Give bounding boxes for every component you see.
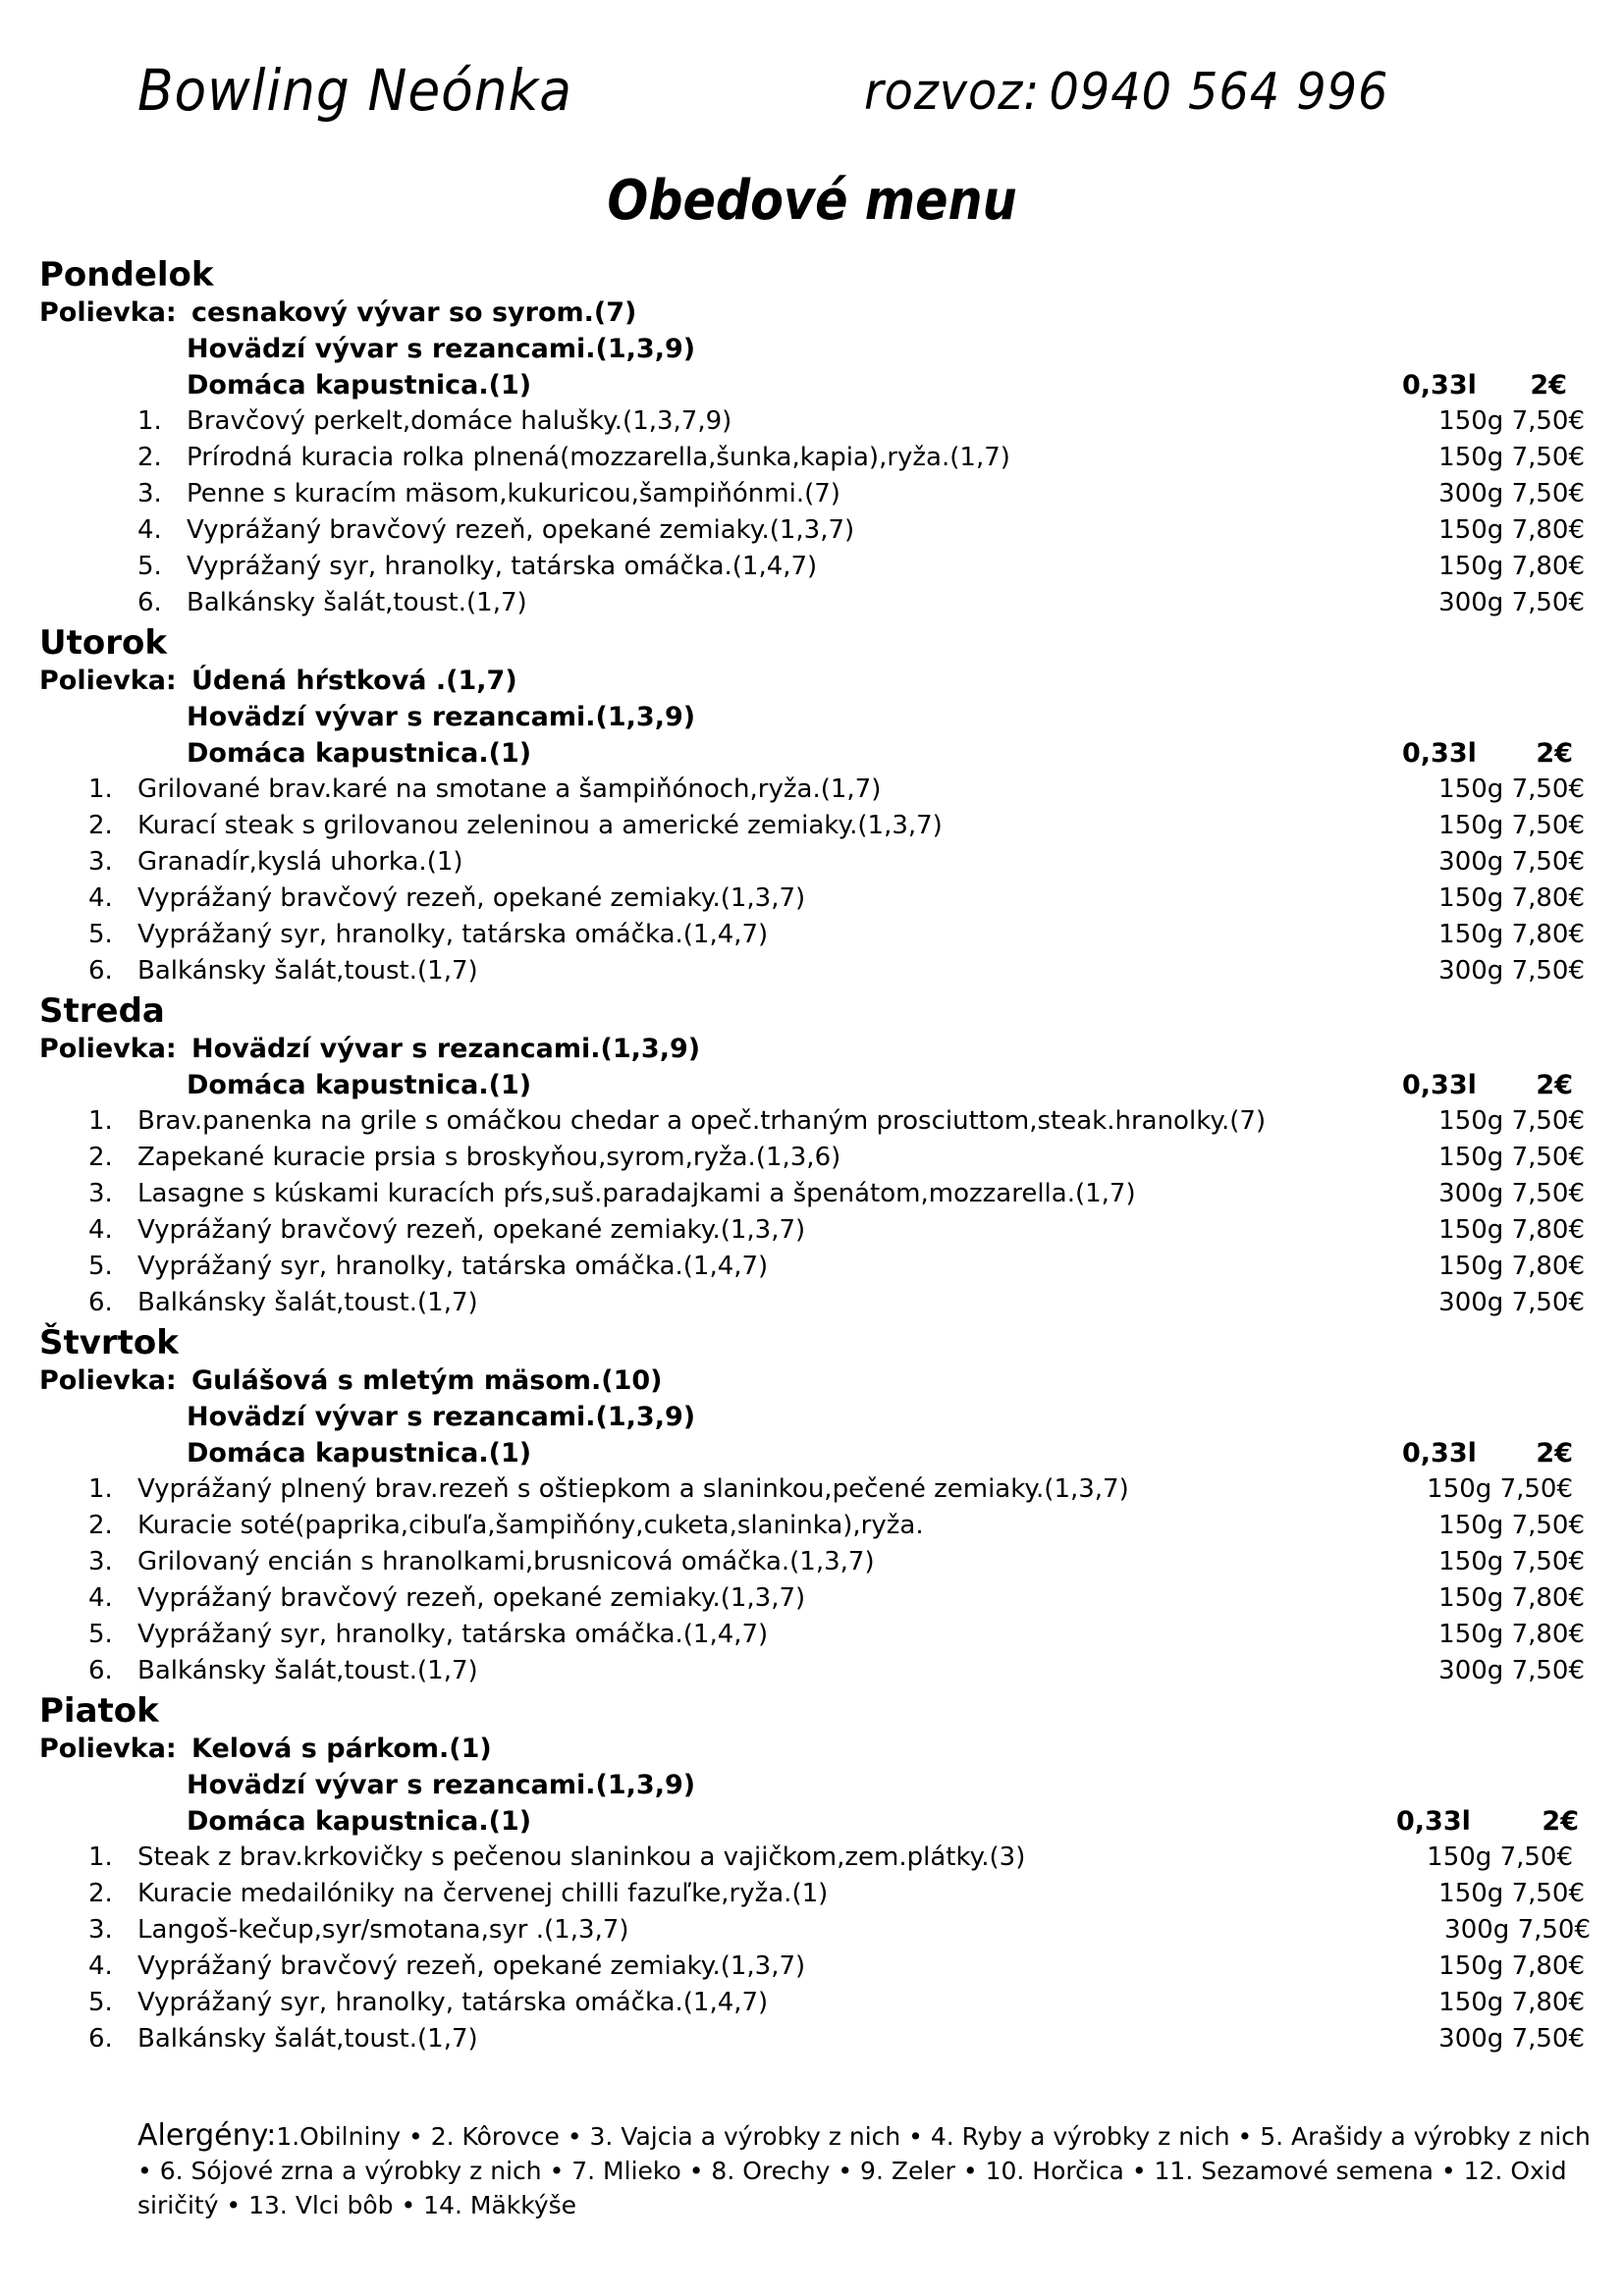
dish-number: 6. [137,588,162,617]
dish-name: Vyprážaný bravčový rezeň, opekané zemiaky.(1,3,7) [187,515,855,545]
dish-number: 5. [88,920,113,949]
dish-number: 4. [137,515,162,545]
allergen-label: Alergény: [137,2118,277,2153]
dish-row [0,1840,1624,1876]
dish-number: 6. [88,956,113,986]
dish-name: Vyprážaný bravčový rezeň, opekané zemiaky.(1,3,7) [137,1215,806,1245]
dish-name: Zapekané kuracie prsia s broskyňou,syrom,ryža.(1,3,6) [137,1143,841,1172]
day-friday [0,1689,1624,2057]
day-heading: Pondelok [39,255,214,294]
soup-row [0,1435,1624,1471]
dish-weight-price: 150g 7,50€ [1438,1547,1585,1576]
day-thursday [0,1321,1624,1689]
dish-name: Grilované brav.karé na smotane a šampiňónoch,ryža.(1,7) [137,774,882,804]
dish-row [0,1985,1624,2021]
dish-number: 2. [88,1143,113,1172]
dish-row [0,808,1624,844]
dish-name: Prírodná kuracia rolka plnená(mozzarella,šunka,kapia),ryža.(1,7) [187,443,1010,472]
dish-weight-price: 150g 7,80€ [1438,883,1585,913]
soup-item: Hovädzí vývar s rezancami.(1,3,9) [187,702,696,732]
dish-row [0,881,1624,917]
soup-price: 2€ [1536,1070,1573,1100]
dish-row [0,1949,1624,1985]
soup-row [0,331,1624,367]
dish-name: Balkánsky šalát,toust.(1,7) [137,1656,478,1685]
dish-number: 2. [88,811,113,840]
dish-number: 6. [88,2024,113,2054]
soup-row [0,367,1624,403]
soup-label: Polievka: [39,1734,177,1764]
dish-row [0,1544,1624,1580]
soup-label: Polievka: [39,1365,177,1396]
dish-weight-price: 150g 7,80€ [1438,1988,1585,2017]
soup-item: Hovädzí vývar s rezancami.(1,3,9) [187,1402,696,1432]
dish-number: 4. [88,1215,113,1245]
page-title: Obedové menu [607,169,1017,233]
dish-name: Penne s kuracím mäsom,kukuricou,šampiňónmi.(7) [187,479,840,508]
dish-weight-price: 150g 7,80€ [1438,1583,1585,1613]
dish-name: Vyprážaný syr, hranolky, tatárska omáčka.(1,4,7) [187,552,818,581]
dish-number: 1. [88,1106,113,1136]
dish-row [0,1912,1624,1949]
dish-number: 2. [88,1879,113,1908]
soup-item: Kelová s párkom.(1) [191,1734,492,1764]
soup-label: Polievka: [39,297,177,328]
soup-row [0,1803,1624,1840]
dish-number: 3. [88,847,113,877]
dish-number: 4. [88,1951,113,1981]
soup-row [0,1067,1624,1103]
dish-number: 4. [88,1583,113,1613]
soup-volume: 0,33l [1402,370,1477,400]
dish-number: 1. [137,406,162,436]
dish-row [0,512,1624,549]
dish-number: 2. [137,443,162,472]
dish-name: Balkánsky šalát,toust.(1,7) [137,2024,478,2054]
soup-volume: 0,33l [1396,1806,1471,1837]
dish-weight-price: 150g 7,50€ [1438,811,1585,840]
soup-item: Hovädzí vývar s rezancami.(1,3,9) [191,1034,701,1064]
dish-weight-price: 150g 7,80€ [1438,1215,1585,1245]
dish-name: Langoš-kečup,syr/smotana,syr .(1,3,7) [137,1915,629,1945]
dish-number: 3. [88,1915,113,1945]
soup-price: 2€ [1536,738,1573,769]
dish-row [0,1176,1624,1212]
dish-row [0,1103,1624,1140]
dish-row [0,1212,1624,1249]
dish-row [0,1249,1624,1285]
dish-number: 2. [88,1511,113,1540]
soup-volume: 0,33l [1402,738,1477,769]
delivery-info [864,63,1388,122]
dish-row [0,440,1624,476]
soup-item: Gulášová s mletým mäsom.(10) [191,1365,663,1396]
dish-weight-price: 300g 7,50€ [1438,956,1585,986]
dish-row [0,917,1624,953]
soup-label: Polievka: [39,666,177,696]
dish-row [0,476,1624,512]
dish-row [0,772,1624,808]
dish-number: 1. [88,1842,113,1872]
soup-row [0,1731,1624,1767]
dish-weight-price: 300g 7,50€ [1438,2024,1585,2054]
soup-price: 2€ [1542,1806,1579,1837]
soup-item: Domáca kapustnica.(1) [187,1070,532,1100]
dish-weight-price: 150g 7,80€ [1438,552,1585,581]
dish-number: 1. [88,774,113,804]
delivery-label: rozvoz: [864,63,1041,122]
soup-row [0,663,1624,699]
dish-number: 6. [88,1288,113,1317]
dish-weight-price: 300g 7,50€ [1444,1915,1591,1945]
soup-row [0,1362,1624,1399]
dish-weight-price: 150g 7,50€ [1438,1879,1585,1908]
soup-item: Údená hŕstková .(1,7) [191,666,517,696]
dish-name: Vyprážaný bravčový rezeň, opekané zemiaky.(1,3,7) [137,1951,806,1981]
dish-number: 4. [88,883,113,913]
dish-name: Balkánsky šalát,toust.(1,7) [137,956,478,986]
dish-weight-price: 150g 7,80€ [1438,920,1585,949]
soup-row [0,1399,1624,1435]
dish-name: Balkánsky šalát,toust.(1,7) [137,1288,478,1317]
dish-weight-price: 150g 7,50€ [1427,1474,1573,1504]
dish-row [0,1140,1624,1176]
day-tuesday [0,621,1624,989]
soup-row [0,1767,1624,1803]
page-header [0,57,1624,145]
dish-weight-price: 150g 7,50€ [1427,1842,1573,1872]
dish-number: 3. [88,1179,113,1208]
dish-weight-price: 150g 7,80€ [1438,1252,1585,1281]
soup-price: 2€ [1536,1438,1573,1468]
dish-name: Lasagne s kúskami kuracích pŕs,suš.paradajkami a špenátom,mozzarella.(1,7) [137,1179,1136,1208]
dish-weight-price: 300g 7,50€ [1438,1288,1585,1317]
dish-weight-price: 150g 7,80€ [1438,1620,1585,1649]
dish-name: Vyprážaný syr, hranolky, tatárska omáčka.(1,4,7) [137,1252,769,1281]
soup-item: cesnakový vývar so syrom.(7) [191,297,637,328]
dish-name: Vyprážaný syr, hranolky, tatárska omáčka.(1,4,7) [137,1620,769,1649]
soup-row [0,699,1624,735]
soup-item: Domáca kapustnica.(1) [187,738,532,769]
soup-item: Domáca kapustnica.(1) [187,1438,532,1468]
dish-weight-price: 300g 7,50€ [1438,847,1585,877]
dish-name: Kuracie soté(paprika,cibuľa,šampiňóny,cuketa,slaninka),ryža. [137,1511,924,1540]
dish-name: Brav.panenka na grile s omáčkou chedar a opeč.trhaným prosciuttom,steak.hranolky.(7) [137,1106,1267,1136]
dish-row [0,1471,1624,1508]
weekly-menu [0,253,1624,2057]
dish-number: 1. [88,1474,113,1504]
dish-row [0,1508,1624,1544]
allergen-legend [137,2118,1591,2222]
dish-number: 3. [88,1547,113,1576]
dish-name: Kurací steak s grilovanou zeleninou a americké zemiaky.(1,3,7) [137,811,943,840]
dish-row [0,1653,1624,1689]
dish-weight-price: 150g 7,50€ [1438,774,1585,804]
dish-name: Grilovaný encián s hranolkami,brusnicová omáčka.(1,3,7) [137,1547,875,1576]
dish-name: Balkánsky šalát,toust.(1,7) [187,588,527,617]
soup-item: Domáca kapustnica.(1) [187,370,532,400]
day-heading: Streda [39,991,165,1031]
allergen-list: 1.Obilniny • 2. Kôrovce • 3. Vajcia a výrobky z nich • 4. Ryby a výrobky z nich • 5. Arašidy a výrobky z nich • 6. Sójové zrna a výrobky z nich • 7. Mlieko • 8. Orechy • 9. Zeler • 10. Horčica • 11. Sezamové semena • 12. Oxid siričitý • 13. Vlci bôb • 14. Mäkkýše [137,2122,1591,2219]
dish-weight-price: 300g 7,50€ [1438,479,1585,508]
dish-number: 5. [88,1988,113,2017]
soup-volume: 0,33l [1402,1070,1477,1100]
delivery-phone: 0940 564 996 [1049,63,1389,122]
dish-name: Steak z brav.krkovičky s pečenou slaninkou a vajičkom,zem.plátky.(3) [137,1842,1026,1872]
day-heading: Štvrtok [39,1323,179,1362]
dish-weight-price: 150g 7,50€ [1438,1511,1585,1540]
dish-weight-price: 150g 7,80€ [1438,1951,1585,1981]
dish-row [0,585,1624,621]
soup-volume: 0,33l [1402,1438,1477,1468]
dish-number: 5. [88,1252,113,1281]
dish-number: 5. [137,552,162,581]
dish-name: Vyprážaný syr, hranolky, tatárska omáčka.(1,4,7) [137,1988,769,2017]
dish-row [0,1285,1624,1321]
dish-row [0,549,1624,585]
dish-number: 6. [88,1656,113,1685]
dish-row [0,2021,1624,2057]
dish-name: Vyprážaný syr, hranolky, tatárska omáčka.(1,4,7) [137,920,769,949]
soup-item: Hovädzí vývar s rezancami.(1,3,9) [187,1770,696,1800]
dish-number: 5. [88,1620,113,1649]
soup-price: 2€ [1530,370,1567,400]
day-heading: Piatok [39,1691,159,1731]
dish-row [0,403,1624,440]
soup-row [0,1031,1624,1067]
dish-row [0,1580,1624,1617]
dish-name: Vyprážaný bravčový rezeň, opekané zemiaky.(1,3,7) [137,883,806,913]
dish-weight-price: 300g 7,50€ [1438,1656,1585,1685]
dish-name: Kuracie medailóniky na červenej chilli fazuľke,ryža.(1) [137,1879,829,1908]
dish-row [0,953,1624,989]
dish-weight-price: 150g 7,50€ [1438,406,1585,436]
dish-weight-price: 150g 7,50€ [1438,443,1585,472]
restaurant-name: Bowling Neónka [137,57,572,124]
dish-weight-price: 150g 7,50€ [1438,1143,1585,1172]
dish-number: 3. [137,479,162,508]
soup-item: Domáca kapustnica.(1) [187,1806,532,1837]
soup-row [0,294,1624,331]
soup-label: Polievka: [39,1034,177,1064]
dish-row [0,1617,1624,1653]
dish-weight-price: 300g 7,50€ [1438,1179,1585,1208]
day-wednesday [0,989,1624,1321]
soup-row [0,735,1624,772]
dish-name: Vyprážaný bravčový rezeň, opekané zemiaky.(1,3,7) [137,1583,806,1613]
dish-name: Bravčový perkelt,domáce halušky.(1,3,7,9) [187,406,732,436]
dish-weight-price: 300g 7,50€ [1438,588,1585,617]
dish-name: Granadír,kyslá uhorka.(1) [137,847,463,877]
dish-weight-price: 150g 7,50€ [1438,1106,1585,1136]
dish-name: Vyprážaný plnený brav.rezeň s oštiepkom a slaninkou,pečené zemiaky.(1,3,7) [137,1474,1129,1504]
dish-row [0,1876,1624,1912]
day-heading: Utorok [39,623,167,663]
soup-item: Hovädzí vývar s rezancami.(1,3,9) [187,334,696,364]
dish-weight-price: 150g 7,80€ [1438,515,1585,545]
dish-row [0,844,1624,881]
day-monday [0,253,1624,621]
